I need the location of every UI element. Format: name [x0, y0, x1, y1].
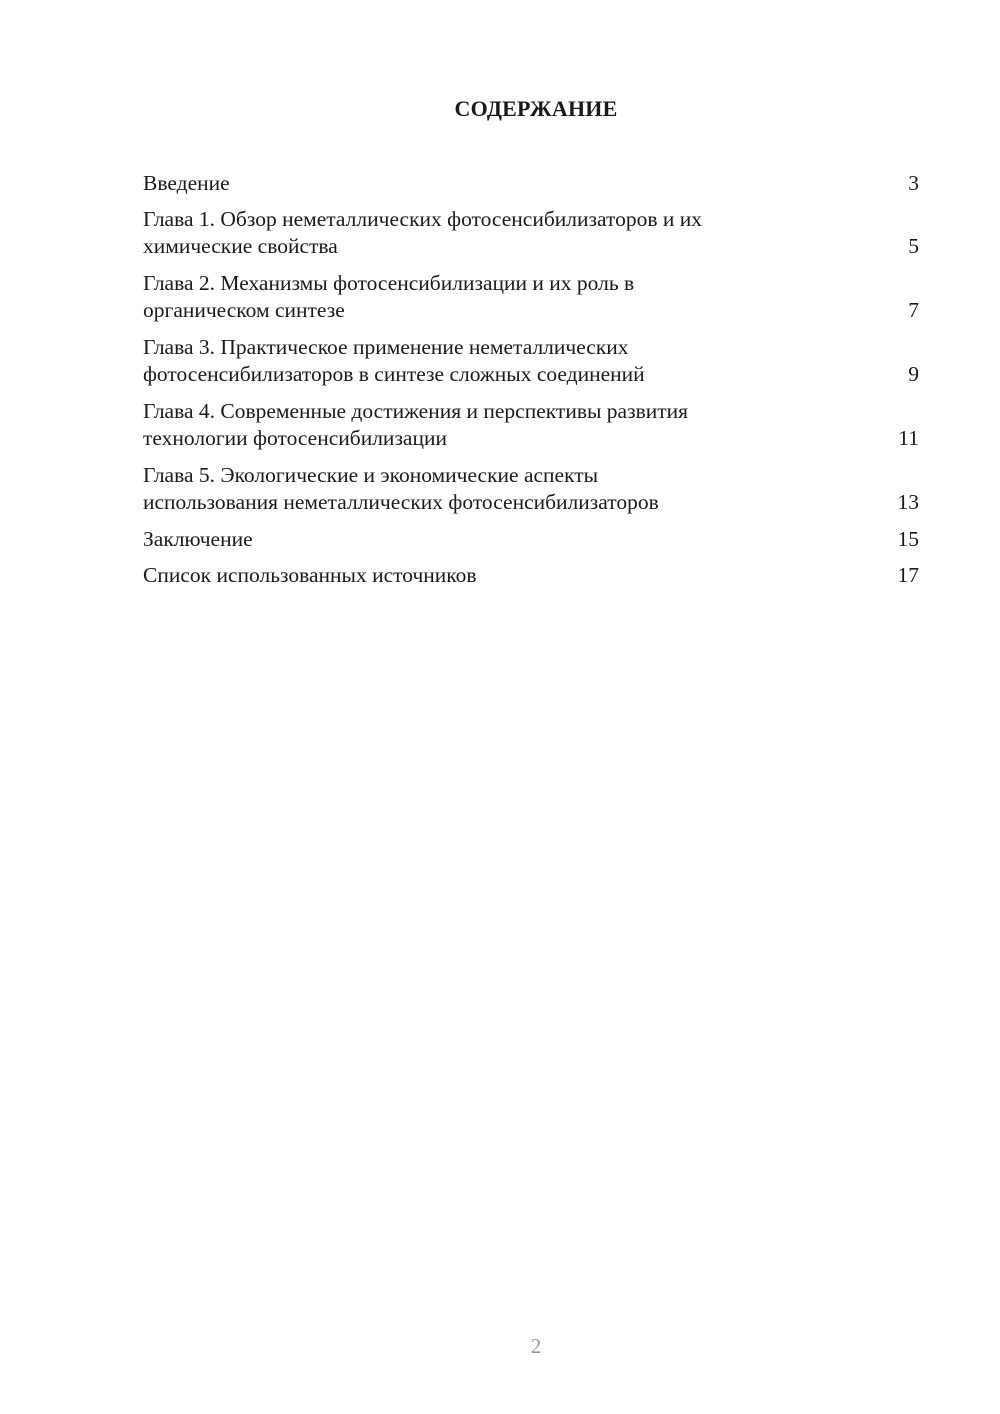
toc-entry-conclusion[interactable]	[143, 526, 919, 553]
toc-entry-page: 9	[908, 362, 919, 386]
toc-entry-page: 15	[897, 527, 919, 551]
toc-entry-label: Введение	[143, 171, 230, 195]
toc-entry-label: Глава 1. Обзор неметаллических фотосенсибилизаторов и их химические свойства	[143, 207, 703, 258]
toc-entry-chapter-2[interactable]	[143, 270, 919, 324]
toc-entry-page: 5	[908, 234, 919, 258]
toc-entry-introduction[interactable]	[143, 170, 919, 197]
toc-entry-page: 7	[908, 298, 919, 322]
toc-entry-label: Глава 2. Механизмы фотосенсибилизации и их роль в органическом синтезе	[143, 271, 635, 322]
toc-entry-label: Глава 4. Современные достижения и перспективы развития технологии фотосенсибилизации	[143, 399, 689, 450]
toc-entry-chapter-1[interactable]	[143, 206, 919, 260]
toc-entry-references[interactable]	[143, 562, 919, 589]
toc-entry-label: Глава 3. Практическое применение неметаллических фотосенсибилизаторов в синтезе сложных соединений	[143, 335, 645, 386]
toc-entry-page: 11	[898, 426, 919, 450]
toc-entry-page: 3	[908, 171, 919, 195]
toc-entry-label: Список использованных источников	[143, 563, 477, 587]
toc-entry-label: Глава 5. Экологические и экономические аспекты использования неметаллических фотосенсибилизаторов	[143, 463, 659, 514]
toc-entry-chapter-3[interactable]	[143, 334, 919, 388]
toc-entry-chapter-5[interactable]	[143, 462, 919, 516]
page-number: 2	[530, 1334, 542, 1358]
toc-entry-page: 13	[897, 490, 919, 514]
toc-heading: СОДЕРЖАНИЕ	[454, 96, 618, 121]
table-of-contents	[143, 170, 919, 598]
toc-entry-page: 17	[897, 563, 919, 587]
toc-entry-chapter-4[interactable]	[143, 398, 919, 452]
toc-entry-label: Заключение	[143, 527, 253, 551]
